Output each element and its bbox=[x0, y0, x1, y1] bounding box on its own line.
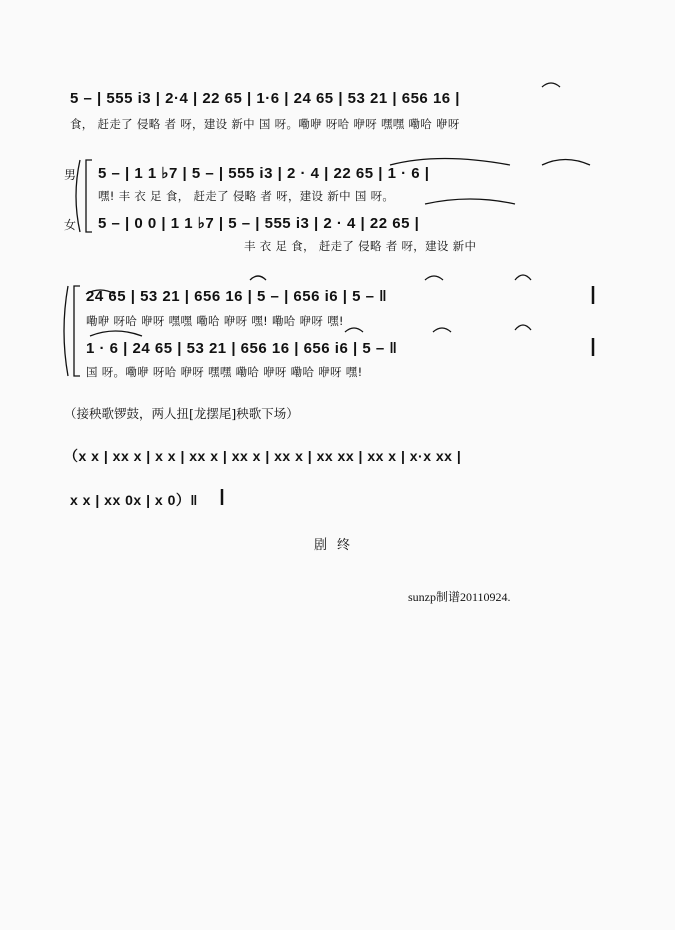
slur-8 bbox=[345, 328, 363, 332]
system3-upper-lyrics: 嘞咿 呀哈 咿呀 嘿嘿 嘞哈 咿呀 嘿! 嘞哈 咿呀 嘿! bbox=[86, 314, 344, 328]
female-lyrics: 丰 衣 足 食， 赶走了 侵略 者 呀，建设 新中 bbox=[244, 239, 477, 253]
system1-notes: 5 – | 555 i3 | 2·4 | 22 65 | 1·6 | 24 65 | 53 21 | 656 16 | bbox=[70, 90, 460, 107]
slur-1 bbox=[542, 83, 560, 87]
slur-9 bbox=[433, 328, 451, 332]
system1-lyrics: 食， 赶走了 侵略 者 呀，建设 新中 国 呀。嘞咿 呀哈 咿呀 嘿嘿 嘞哈 咿呀 bbox=[70, 117, 460, 131]
system2-brace bbox=[76, 160, 80, 232]
end-text: 剧终 bbox=[314, 538, 361, 553]
rhythm-line-2: x x | xx 0x | x 0）‖ bbox=[70, 492, 198, 508]
male-voice-label: 男 bbox=[64, 168, 77, 182]
credit: sunzp制谱20110924. bbox=[408, 590, 511, 604]
slur-5 bbox=[250, 276, 266, 280]
female-voice-label: 女 bbox=[64, 218, 77, 232]
system3-upper-notes: 24 65 | 53 21 | 656 16 | 5 – | 656 i6 | 5 – ‖ bbox=[86, 288, 388, 305]
system3-brace bbox=[64, 286, 68, 376]
system3-lower-notes: 1 · 6 | 24 65 | 53 21 | 656 16 | 656 i6 | 5 – ‖ bbox=[86, 340, 398, 357]
slur-3 bbox=[542, 160, 590, 166]
slur-6 bbox=[425, 276, 443, 280]
male-lyrics: 嘿! 丰 衣 足 食， 赶走了 侵略 者 呀，建设 新中 国 呀。 bbox=[98, 189, 395, 203]
system3-bracket bbox=[74, 286, 80, 376]
stage-direction: （接秧歌锣鼓，两人扭[龙摆尾]秧歌下场） bbox=[64, 406, 299, 421]
female-notes: 5 – | 0 0 | 1 1 ♭7 | 5 – | 555 i3 | 2 · 4 | 22 65 | bbox=[98, 215, 420, 232]
fermata-2 bbox=[515, 325, 531, 330]
fermata-1 bbox=[515, 275, 531, 280]
system3-lower-lyrics: 国 呀。嘞咿 呀哈 咿呀 嘿嘿 嘞哈 咿呀 嘞哈 咿呀 嘿! bbox=[86, 365, 363, 379]
slur-7 bbox=[90, 331, 142, 336]
slur-10 bbox=[425, 199, 515, 204]
rhythm-line-1: （x x | xx x | x x | xx x | xx x | xx x | xx xx | xx x | x·x xx | bbox=[64, 448, 462, 464]
male-notes: 5 – | 1 1 ♭7 | 5 – | 555 i3 | 2 · 4 | 22 65 | 1 · 6 | bbox=[98, 165, 430, 182]
system2-bracket bbox=[86, 160, 92, 232]
